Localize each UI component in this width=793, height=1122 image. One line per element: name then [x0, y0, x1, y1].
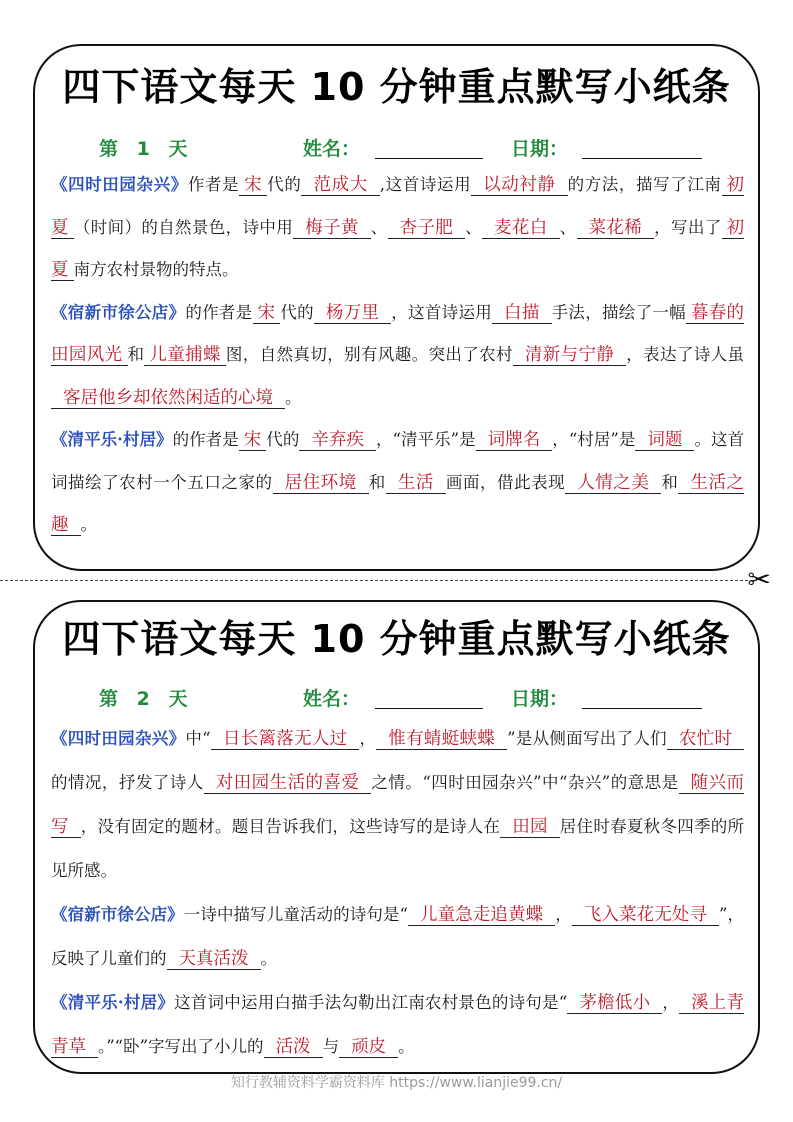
text: 的方法，描写了江南	[567, 175, 722, 194]
text: 居住时春夏秋冬四季的所见所感。	[51, 817, 745, 880]
name-blank[interactable]	[375, 140, 483, 159]
name-label: 姓名：	[303, 138, 361, 160]
text: ，“清平乐”是	[376, 430, 476, 449]
answer: 客居他乡却依然闲适的心境	[51, 388, 285, 409]
text: 的作者是	[172, 430, 239, 449]
date-label: 日期：	[511, 138, 569, 160]
poem-title: 《宿新市徐公店》	[51, 302, 186, 322]
text: 和	[368, 472, 386, 492]
text: ，表达了诗人虽	[626, 345, 745, 364]
text: 。	[80, 515, 97, 534]
card-meta-row	[35, 134, 758, 164]
answer: 人情之美	[565, 473, 661, 494]
answer: 白描	[492, 303, 552, 324]
text: 代的	[267, 175, 302, 194]
paragraph-si-shi-tian-yuan	[51, 717, 744, 893]
text: 一诗中描写儿童活动的诗句是“	[183, 905, 408, 924]
text: ，	[662, 993, 680, 1012]
text: 。	[285, 387, 302, 407]
text: 代的	[280, 302, 314, 322]
answer: 天真活泼	[167, 949, 261, 970]
note-card-day-1	[33, 44, 760, 571]
day-label: 第 2 天	[99, 688, 194, 710]
text: 、	[465, 217, 483, 237]
answer: 以动衬静	[471, 175, 567, 196]
answer: 杨万里	[314, 303, 391, 324]
card-title: 四下语文每天 10 分钟重点默写小纸条	[62, 65, 731, 109]
answer: 范成大	[301, 175, 379, 196]
text: 、	[370, 217, 388, 237]
poem-title: 《清平乐·村居》	[51, 430, 173, 449]
answer: 惟有蜻蜓蛱蝶	[376, 729, 507, 750]
scissors-icon: ✂	[747, 563, 771, 596]
text: ，“村居”是	[552, 430, 636, 449]
answer: 生活	[386, 473, 446, 494]
name-blank[interactable]	[375, 690, 483, 709]
note-card-day-2	[33, 600, 760, 1074]
answer: 生活之趣	[51, 472, 745, 535]
paragraph-qing-ping-le	[51, 981, 744, 1069]
text: 。	[398, 1037, 415, 1056]
text: 。”“卧”字写出了小儿的	[98, 1037, 264, 1056]
text: 和	[127, 345, 145, 364]
date-blank[interactable]	[582, 140, 702, 159]
answer: 茅檐低小	[567, 993, 662, 1014]
answer: 暮春的田园风光	[51, 302, 745, 365]
text: ”是从侧面写出了人们	[507, 729, 667, 748]
answer: 宋	[253, 303, 281, 324]
text: 这首词中运用白描手法勾勒出江南农村景色的诗句是“	[174, 993, 568, 1012]
answer: 梅子黄	[293, 218, 371, 239]
text: 手法，描绘了一幅	[551, 302, 686, 322]
answer: 儿童捕蝶	[144, 345, 226, 366]
answer: 农忙时	[667, 729, 744, 750]
card-title: 四下语文每天 10 分钟重点默写小纸条	[62, 617, 731, 661]
answer: 宋	[239, 175, 267, 196]
footer-watermark: 知行教辅资料学霸资料库 https://www.lianjie99.cn/	[230, 1075, 563, 1091]
answer: 随兴而写	[51, 773, 745, 837]
answer: 清新与宁静	[513, 345, 626, 366]
text: 。	[260, 949, 277, 968]
cut-line	[0, 580, 753, 581]
poem-title: 《清平乐·村居》	[51, 993, 175, 1012]
text: ,这首诗运用	[379, 175, 472, 194]
answer: 初夏	[51, 217, 745, 280]
answer: 田园	[500, 817, 560, 838]
text: 之情。“四时田园杂兴”中“杂兴”的意思是	[371, 773, 679, 792]
answer: 飞入菜花无处寻	[572, 905, 719, 926]
text: 和	[661, 472, 679, 492]
text: 作者是	[187, 175, 240, 194]
answer: 溪上青青草	[51, 993, 745, 1057]
text: 图，自然真切，别有风趣。突出了农村	[225, 345, 513, 364]
text: ”，反映了儿童们的	[51, 905, 745, 968]
text: 南方农村景物的特点。	[73, 260, 239, 279]
poem-title: 《四时田园杂兴》	[51, 729, 186, 748]
text: （时间）的自然景色，诗中用	[73, 217, 294, 237]
card-meta-row	[35, 684, 758, 714]
answer: 日长篱落无人过	[211, 729, 360, 750]
paragraph-su-xin-shi	[51, 292, 744, 420]
answer: 居住环境	[273, 473, 369, 494]
answer: 初夏	[51, 175, 745, 238]
answer: 活泼	[264, 1037, 323, 1058]
text: ，	[555, 905, 572, 924]
paragraph-si-shi-tian-yuan	[51, 164, 744, 292]
text: 画面，借此表现	[445, 472, 566, 492]
text: 、	[559, 217, 577, 237]
paragraph-su-xin-shi	[51, 893, 744, 981]
text: ，	[359, 729, 377, 748]
answer: 麦花白	[482, 218, 560, 239]
text: 与	[322, 1037, 340, 1056]
answer: 词牌名	[476, 430, 553, 451]
poem-title: 《四时田园杂兴》	[51, 175, 188, 194]
text: ，写出了	[654, 217, 722, 237]
card-body	[51, 164, 744, 547]
text: 代的	[266, 430, 300, 449]
answer: 杏子肥	[388, 218, 466, 239]
text: 的作者是	[185, 302, 253, 322]
day-label: 第 1 天	[99, 138, 194, 160]
date-blank[interactable]	[582, 690, 702, 709]
answer: 辛弃疾	[299, 430, 376, 451]
card-body	[51, 717, 744, 1069]
answer: 宋	[239, 430, 267, 451]
poem-title: 《宿新市徐公店》	[51, 905, 184, 924]
text: 。这首词描绘了农村一个五口之家的	[51, 430, 745, 492]
answer: 词题	[635, 430, 694, 451]
answer: 顽皮	[339, 1037, 398, 1058]
name-label: 姓名：	[303, 688, 361, 710]
answer: 菜花稀	[577, 218, 655, 239]
date-label: 日期：	[511, 688, 569, 710]
text: ，这首诗运用	[391, 302, 493, 322]
answer: 儿童急走追黄蝶	[408, 905, 555, 926]
text: ，没有固定的题材。题目告诉我们，这些诗写的是诗人在	[80, 817, 501, 836]
paragraph-qing-ping-le	[51, 419, 744, 547]
text: 中“	[185, 729, 211, 748]
answer: 对田园生活的喜爱	[204, 773, 372, 794]
text: 的情况，抒发了诗人	[51, 773, 204, 792]
